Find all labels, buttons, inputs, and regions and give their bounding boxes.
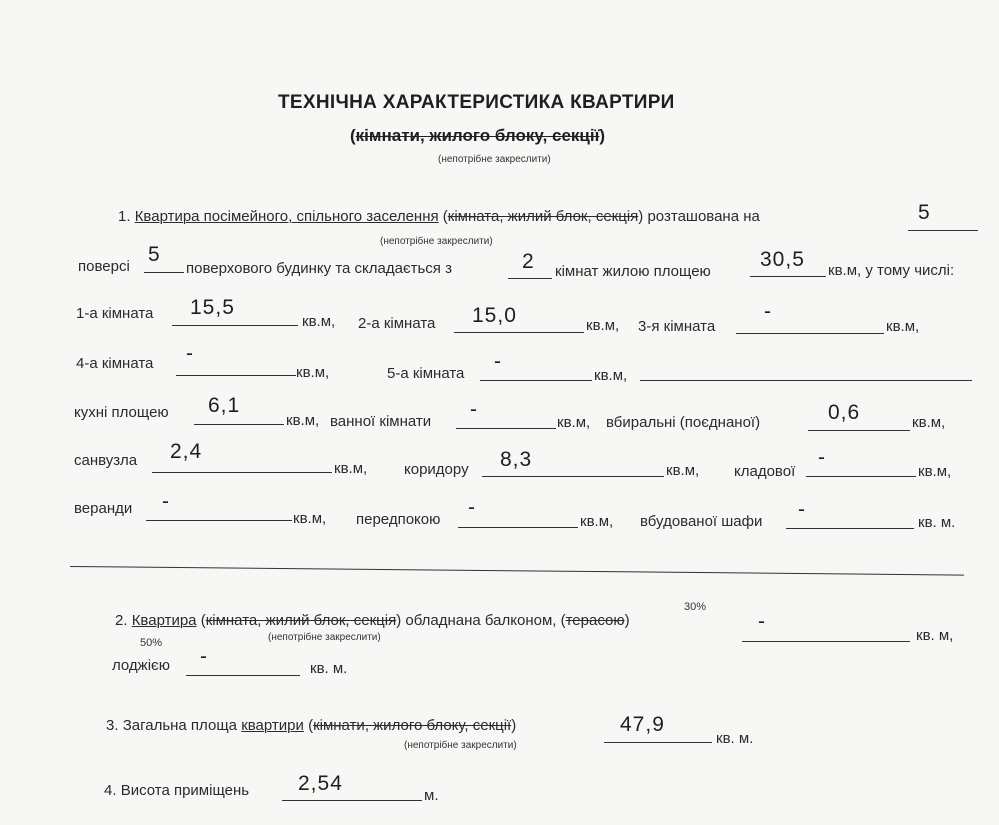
kitchen-label: кухні площею xyxy=(74,404,169,421)
veranda-value: - xyxy=(162,490,170,513)
balcony-field-line xyxy=(742,641,910,642)
closet-label: вбудованої шафи xyxy=(640,513,763,530)
item3-paren-open: ( xyxy=(308,717,314,734)
kitchen-value: 6,1 xyxy=(208,394,241,417)
storage-field-line xyxy=(806,476,916,477)
item1-rest: розташована на xyxy=(647,208,760,225)
room2-field-line xyxy=(454,332,584,333)
pct-50-annotation: 50% xyxy=(140,637,163,649)
item3-note: (непотрібне закреслити) xyxy=(404,740,517,751)
subtitle-paren-close: ) xyxy=(599,126,606,145)
item1-note: (непотрібне закреслити) xyxy=(380,236,493,247)
item2-lead: Квартира xyxy=(131,612,197,629)
hall-value: - xyxy=(468,496,476,519)
item2-paren-close: ) xyxy=(396,612,402,629)
item3-paren-close: ) xyxy=(511,717,517,734)
terrace-paren-close: ) xyxy=(624,612,630,629)
item1-paren-close: ) xyxy=(638,208,644,225)
storage-unit: кв.м, xyxy=(918,463,952,480)
floor-value: 5 xyxy=(918,201,931,224)
veranda-field-line xyxy=(146,520,292,521)
room5-value: - xyxy=(494,350,502,373)
item2-heading xyxy=(115,612,630,629)
total-area-field-line xyxy=(604,742,712,743)
balcony-value: - xyxy=(758,610,766,633)
hall-field-line xyxy=(458,527,578,528)
item3-heading xyxy=(106,717,516,734)
room5-unit: кв.м, xyxy=(594,367,628,384)
closet-value: - xyxy=(798,498,806,521)
room4-unit: кв.м, xyxy=(296,364,330,381)
corridor-field-line xyxy=(482,476,664,477)
bath-value: - xyxy=(470,398,478,421)
room3-field-line xyxy=(736,333,884,334)
closet-field-line xyxy=(786,528,914,529)
terrace-paren-open: ( xyxy=(560,612,566,629)
room2-label: 2-а кімната xyxy=(358,315,436,332)
rooms-field-line xyxy=(508,278,552,279)
item3-underlined: квартири xyxy=(241,717,304,734)
building-label: поверхового будинку та складається з xyxy=(186,260,452,277)
wc-label: санвузла xyxy=(74,452,138,469)
toilet-value: 0,6 xyxy=(828,401,861,424)
total-area-value: 47,9 xyxy=(620,713,665,736)
floor-field-line xyxy=(908,230,978,231)
item3-struck-text: кімнати, жилого блоку, секції xyxy=(313,717,512,734)
item2-rest: обладнана балконом, xyxy=(405,612,557,629)
item3-number: 3. xyxy=(106,717,119,734)
veranda-unit: кв.м, xyxy=(293,510,327,527)
subtitle-paren-open: ( xyxy=(350,126,356,145)
living-area-label: кв.м, у тому числі: xyxy=(828,262,955,279)
item2-struck-text: кімната, жилий блок, секція xyxy=(205,612,397,629)
closet-unit: кв. м. xyxy=(918,514,956,531)
living-area-field-line xyxy=(750,276,826,277)
floors-value: 5 xyxy=(148,243,161,266)
bath-label: ванної кімнати xyxy=(330,413,432,430)
page-subtitle xyxy=(350,126,605,146)
room1-unit: кв.м, xyxy=(302,313,336,330)
item4-label: Висота приміщень xyxy=(120,782,250,799)
loggia-value: - xyxy=(200,645,208,668)
rooms-value: 2 xyxy=(522,250,535,273)
room1-label: 1-а кімната xyxy=(76,305,154,322)
item2-note: (непотрібне закреслити) xyxy=(268,632,381,643)
room4-field-line xyxy=(176,375,296,376)
pct-30-annotation: 30% xyxy=(684,601,707,613)
corridor-value: 8,3 xyxy=(500,448,533,471)
item1-lead: Квартира посімейного, спільного заселення xyxy=(134,208,439,225)
room4-value: - xyxy=(186,342,194,365)
item1-heading xyxy=(118,208,760,225)
room5-label: 5-а кімната xyxy=(387,365,465,382)
kitchen-unit: кв.м, xyxy=(286,412,320,429)
item1-struck-text: кімната, жилий блок, секція xyxy=(447,208,639,225)
room1-field-line xyxy=(172,325,298,326)
extra-field-line xyxy=(640,380,972,381)
room2-unit: кв.м, xyxy=(586,317,620,334)
subtitle-struck-text: кімнати, жилого блоку, секції xyxy=(355,126,600,145)
storage-label: кладової xyxy=(734,463,796,480)
room1-value: 15,5 xyxy=(190,296,235,319)
hall-unit: кв.м, xyxy=(580,513,614,530)
toilet-label: вбиральні (поєднаної) xyxy=(606,414,761,431)
height-field-line xyxy=(282,800,422,801)
section-divider xyxy=(70,566,964,576)
room3-value: - xyxy=(764,300,772,323)
room3-label: 3-я кімната xyxy=(638,318,716,335)
corridor-unit: кв.м, xyxy=(666,462,700,479)
balcony-unit: кв. м, xyxy=(916,627,954,644)
item1-paren-open: ( xyxy=(442,208,448,225)
loggia-field-line xyxy=(186,675,300,676)
room2-value: 15,0 xyxy=(472,304,517,327)
room3-unit: кв.м, xyxy=(886,318,920,335)
wc-value: 2,4 xyxy=(170,440,203,463)
item3-lead: Загальна площа xyxy=(122,717,238,734)
item1-number: 1. xyxy=(118,208,131,225)
item4-heading xyxy=(104,782,249,799)
item2-number: 2. xyxy=(115,612,128,629)
veranda-label: веранди xyxy=(74,500,133,517)
wc-field-line xyxy=(152,472,332,473)
loggia-unit: кв. м. xyxy=(310,660,348,677)
rooms-label: кімнат жилою площею xyxy=(555,263,711,280)
header-note: (непотрібне закреслити) xyxy=(438,154,551,165)
toilet-field-line xyxy=(808,430,910,431)
item2-paren-open: ( xyxy=(200,612,206,629)
wc-unit: кв.м, xyxy=(334,460,368,477)
page-title: ТЕХНІЧНА ХАРАКТЕРИСТИКА КВАРТИРИ xyxy=(278,92,675,113)
toilet-unit: кв.м, xyxy=(912,414,946,431)
corridor-label: коридору xyxy=(404,461,469,478)
room4-label: 4-а кімната xyxy=(76,355,154,372)
terrace-struck-text: терасою xyxy=(565,612,625,629)
loggia-label: лоджією xyxy=(112,657,170,674)
item4-number: 4. xyxy=(104,782,117,799)
storage-value: - xyxy=(818,446,826,469)
total-area-unit: кв. м. xyxy=(716,730,754,747)
height-unit: м. xyxy=(424,787,439,804)
bath-unit: кв.м, xyxy=(557,414,591,431)
kitchen-field-line xyxy=(194,424,284,425)
room5-field-line xyxy=(480,380,592,381)
height-value: 2,54 xyxy=(298,772,343,795)
hall-label: передпокою xyxy=(356,511,441,528)
living-area-value: 30,5 xyxy=(760,248,805,271)
floor-label: поверсі xyxy=(78,258,130,275)
bath-field-line xyxy=(456,428,556,429)
floors-field-line xyxy=(144,272,184,273)
